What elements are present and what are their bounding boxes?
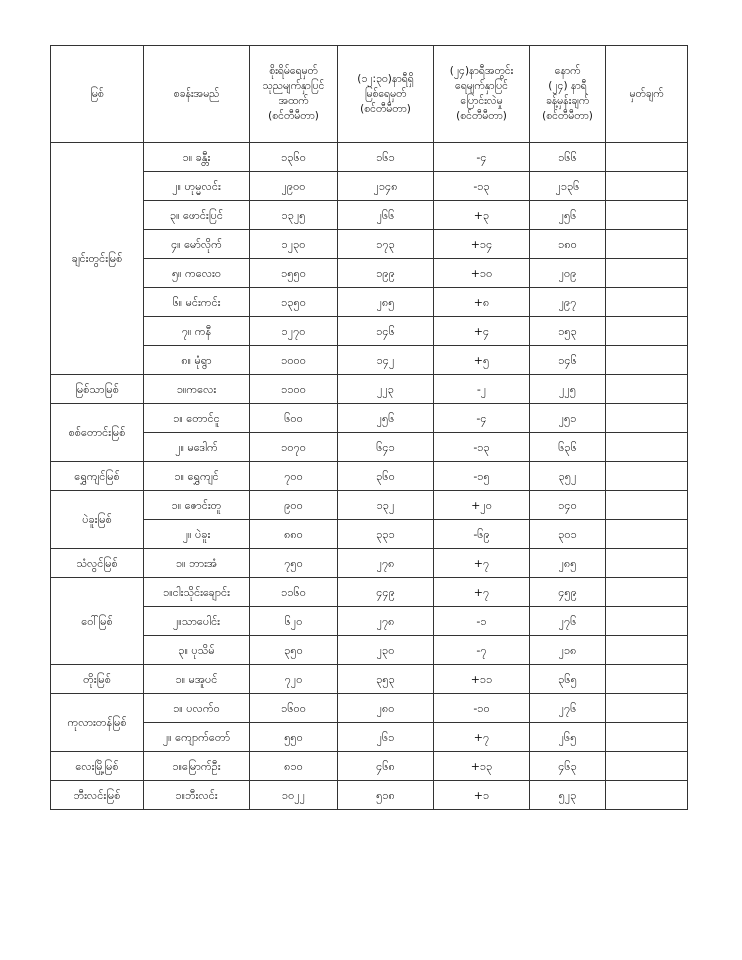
forecast-cell: ၁၈၀ (530, 230, 606, 259)
header-danger-level: စိုးရိမ်ရေမှတ် သုညမျက်နှာပြင် အထက် (စင်တီမီတာ) (250, 46, 338, 143)
danger-level-cell: ၁၀၀၀ (250, 346, 338, 375)
danger-level-cell: ၁၃၂၅ (250, 201, 338, 230)
forecast-cell: ၆၃၆ (530, 433, 606, 462)
current-level-cell: ၂၆၁ (338, 723, 434, 752)
danger-level-cell: ၁၂၇၀ (250, 317, 338, 346)
table-row (51, 520, 688, 549)
remark-cell (606, 259, 688, 288)
station-cell: ၄။ မော်လိုက် (144, 230, 250, 259)
station-cell: ၂။ ဟုမ္မလင်း (144, 172, 250, 201)
change-cell: +၁၀ (434, 259, 530, 288)
current-level-cell: ၂၂၃ (338, 375, 434, 404)
station-cell: ၃။ ပုသိမ် (144, 636, 250, 665)
station-cell: ၂။ ပဲခူး (144, 520, 250, 549)
forecast-cell: ၄၆၃ (530, 752, 606, 781)
danger-level-cell: ၁၅၅၀ (250, 259, 338, 288)
danger-level-cell: ၃၅၀ (250, 636, 338, 665)
forecast-cell: ၃၆၅ (530, 665, 606, 694)
remark-cell (606, 462, 688, 491)
change-cell: -၁၃ (434, 172, 530, 201)
station-cell: ၅။ ကလေးဝ (144, 259, 250, 288)
remark-cell (606, 404, 688, 433)
current-level-cell: ၂၅၆ (338, 404, 434, 433)
forecast-cell: ၂၅၁ (530, 404, 606, 433)
forecast-cell: ၃၀၁ (530, 520, 606, 549)
header-river: မြစ် (51, 46, 144, 143)
danger-level-cell: ၇၂၀ (250, 665, 338, 694)
change-cell: +၇ (434, 578, 530, 607)
current-level-cell: ၂၇၈ (338, 607, 434, 636)
station-cell: ၁။မြောက်ဦး (144, 752, 250, 781)
current-level-cell: ၂၃၀ (338, 636, 434, 665)
current-level-cell: ၁၇၃ (338, 230, 434, 259)
change-cell: -၄ (434, 404, 530, 433)
change-cell: +၈ (434, 288, 530, 317)
forecast-cell: ၃၅၂ (530, 462, 606, 491)
river-name-cell: တိုးမြစ် (51, 665, 144, 694)
river-name-cell: သံလွင်မြစ် (51, 549, 144, 578)
table-row (51, 259, 688, 288)
remark-cell (606, 520, 688, 549)
header-row (51, 46, 688, 143)
header-24h-change: (၂၄)နာရီအတွင်း ရေမျက်နှာပြင် ပြောင်းလဲမှု (စင်တီမီတာ) (434, 46, 530, 143)
station-cell: ၁။ ရွှေကျင် (144, 462, 250, 491)
remark-cell (606, 172, 688, 201)
remark-cell (606, 433, 688, 462)
table-row (51, 404, 688, 433)
current-level-cell: ၄၄၉ (338, 578, 434, 607)
forecast-cell: ၂၇၆ (530, 607, 606, 636)
remark-cell (606, 549, 688, 578)
forecast-cell: ၁၅၃ (530, 317, 606, 346)
river-name-cell: ပဲခူးမြစ် (51, 491, 144, 549)
table-row (51, 491, 688, 520)
current-level-cell: ၃၃၁ (338, 520, 434, 549)
table-row (51, 375, 688, 404)
change-cell: +၂၀ (434, 491, 530, 520)
danger-level-cell: ၉၀၀ (250, 491, 338, 520)
danger-level-cell: ၅၅၀ (250, 723, 338, 752)
river-name-cell: ရွှေကျင်မြစ် (51, 462, 144, 491)
remark-cell (606, 665, 688, 694)
change-cell: -၁ (434, 607, 530, 636)
current-level-cell: ၅၁၈ (338, 781, 434, 810)
river-name-cell: ဝေါ်မြစ် (51, 578, 144, 665)
remark-cell (606, 491, 688, 520)
remark-cell (606, 375, 688, 404)
danger-level-cell: ၇၅၀ (250, 549, 338, 578)
change-cell: +၇ (434, 723, 530, 752)
change-cell: -၇ (434, 636, 530, 665)
table-row (51, 288, 688, 317)
change-cell: +၄ (434, 317, 530, 346)
change-cell: +၁ (434, 781, 530, 810)
table-row (51, 752, 688, 781)
danger-level-cell: ၁၃၆၀ (250, 143, 338, 172)
forecast-cell: ၂၁၃၆ (530, 172, 606, 201)
station-cell: ၇။ ကနီ (144, 317, 250, 346)
header-forecast: နောက် (၂၄) နာရီ ခန့်မှန်းချက် (စင်တီမီတာ) (530, 46, 606, 143)
change-cell: +၃ (434, 201, 530, 230)
header-remark: မှတ်ချက် (606, 46, 688, 143)
current-level-cell: ၂၁၄၈ (338, 172, 434, 201)
table-row (51, 172, 688, 201)
station-cell: ၁။ ဇောင်းတူ (144, 491, 250, 520)
remark-cell (606, 317, 688, 346)
table-body (51, 143, 688, 810)
remark-cell (606, 230, 688, 259)
change-cell: +၁၁ (434, 665, 530, 694)
remark-cell (606, 636, 688, 665)
change-cell: -၁၃ (434, 433, 530, 462)
current-level-cell: ၃၅၃ (338, 665, 434, 694)
danger-level-cell: ၁၆၀၀ (250, 694, 338, 723)
current-level-cell: ၁၉၉ (338, 259, 434, 288)
station-cell: ၆။ မင်းကင်း (144, 288, 250, 317)
header-current-level: (၁၂:၃၀)နာရီရှိ မြစ်ရေမှတ် (စင်တီမီတာ) (338, 46, 434, 143)
table-row (51, 230, 688, 259)
forecast-cell: ၂၇၆ (530, 694, 606, 723)
river-name-cell: လေးမြို့မြစ် (51, 752, 144, 781)
station-cell: ၁။ တောင်ငူ (144, 404, 250, 433)
current-level-cell: ၁၆၁ (338, 143, 434, 172)
river-name-cell: ချင်းတွင်းမြစ် (51, 143, 144, 375)
change-cell: -၆၉ (434, 520, 530, 549)
table-row (51, 317, 688, 346)
danger-level-cell: ၇၀၀ (250, 462, 338, 491)
remark-cell (606, 694, 688, 723)
change-cell: +၅ (434, 346, 530, 375)
river-level-table (50, 45, 688, 810)
forecast-cell: ၂၁၈ (530, 636, 606, 665)
table-row (51, 433, 688, 462)
current-level-cell: ၁၃၂ (338, 491, 434, 520)
table-row (51, 578, 688, 607)
change-cell: -၁၀ (434, 694, 530, 723)
station-cell: ၂။ ကျောက်တော် (144, 723, 250, 752)
current-level-cell: ၁၄၂ (338, 346, 434, 375)
remark-cell (606, 346, 688, 375)
forecast-cell: ၂၅၆ (530, 201, 606, 230)
forecast-cell: ၂၈၅ (530, 549, 606, 578)
current-level-cell: ၄၆၈ (338, 752, 434, 781)
remark-cell (606, 288, 688, 317)
danger-level-cell: ၆၀၀ (250, 404, 338, 433)
danger-level-cell: ၁၃၅၀ (250, 288, 338, 317)
danger-level-cell: ၁၁၆၀ (250, 578, 338, 607)
current-level-cell: ၂၈၅ (338, 288, 434, 317)
remark-cell (606, 723, 688, 752)
river-name-cell: ကုလားတန်မြစ် (51, 694, 144, 752)
river-name-cell: စစ်တောင်းမြစ် (51, 404, 144, 462)
table-row (51, 607, 688, 636)
table-row (51, 346, 688, 375)
forecast-cell: ၂၉၇ (530, 288, 606, 317)
station-cell: ၈။ မုံရွာ (144, 346, 250, 375)
remark-cell (606, 578, 688, 607)
change-cell: +၇ (434, 549, 530, 578)
danger-level-cell: ၆၂၀ (250, 607, 338, 636)
table-row (51, 143, 688, 172)
forecast-cell: ၅၂၃ (530, 781, 606, 810)
station-cell: ၁။ မအူပင် (144, 665, 250, 694)
forecast-cell: ၁၄၀ (530, 491, 606, 520)
change-cell: -၄ (434, 143, 530, 172)
danger-level-cell: ၁၂၃၀ (250, 230, 338, 259)
change-cell: +၁၄ (434, 230, 530, 259)
table-row (51, 201, 688, 230)
station-cell: ၁။ ပလက်ဝ (144, 694, 250, 723)
forecast-cell: ၂၀၉ (530, 259, 606, 288)
table-row (51, 665, 688, 694)
current-level-cell: ၂၇၈ (338, 549, 434, 578)
remark-cell (606, 752, 688, 781)
station-cell: ၁။ကလေး (144, 375, 250, 404)
change-cell: -၂ (434, 375, 530, 404)
table-row (51, 462, 688, 491)
station-cell: ၂။သာပေါင်း (144, 607, 250, 636)
river-name-cell: ဘီးလင်းမြစ် (51, 781, 144, 810)
station-cell: ၁။ဘီးလင်း (144, 781, 250, 810)
table-row (51, 723, 688, 752)
current-level-cell: ၃၆၀ (338, 462, 434, 491)
forecast-cell: ၂၆၅ (530, 723, 606, 752)
forecast-cell: ၄၅၉ (530, 578, 606, 607)
river-name-cell: မြစ်သာမြစ် (51, 375, 144, 404)
current-level-cell: ၆၄၁ (338, 433, 434, 462)
remark-cell (606, 201, 688, 230)
danger-level-cell: ၁၀၂၂ (250, 781, 338, 810)
table-row (51, 636, 688, 665)
station-cell: ၂။ မဒေါက် (144, 433, 250, 462)
danger-level-cell: ၈၈၀ (250, 520, 338, 549)
forecast-cell: ၂၂၅ (530, 375, 606, 404)
remark-cell (606, 143, 688, 172)
station-cell: ၃။ ဖောင်းပြင် (144, 201, 250, 230)
change-cell: -၁၅ (434, 462, 530, 491)
current-level-cell: ၂၆၆ (338, 201, 434, 230)
remark-cell (606, 607, 688, 636)
change-cell: +၁၃ (434, 752, 530, 781)
station-cell: ၁။ ခန္တီး (144, 143, 250, 172)
danger-level-cell: ၁၀၇၀ (250, 433, 338, 462)
danger-level-cell: ၁၁၀၀ (250, 375, 338, 404)
current-level-cell: ၂၈၀ (338, 694, 434, 723)
forecast-cell: ၁၄၆ (530, 346, 606, 375)
remark-cell (606, 781, 688, 810)
table-row (51, 781, 688, 810)
current-level-cell: ၁၄၆ (338, 317, 434, 346)
danger-level-cell: ၈၁၀ (250, 752, 338, 781)
table-row (51, 694, 688, 723)
danger-level-cell: ၂၉၀၀ (250, 172, 338, 201)
header-station: စခန်းအမည် (144, 46, 250, 143)
forecast-cell: ၁၆၆ (530, 143, 606, 172)
station-cell: ၁။ ဘားအံ (144, 549, 250, 578)
station-cell: ၁။ငါးသိုင်းချောင်း (144, 578, 250, 607)
table-row (51, 549, 688, 578)
